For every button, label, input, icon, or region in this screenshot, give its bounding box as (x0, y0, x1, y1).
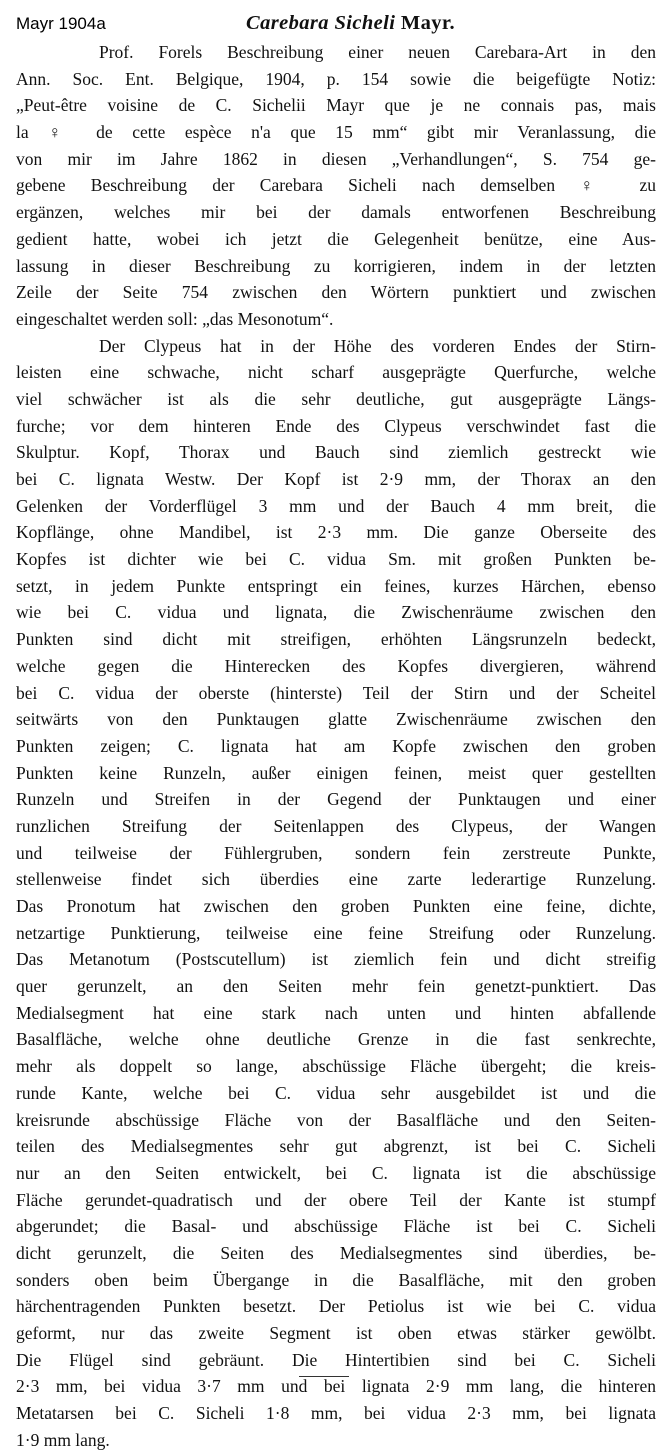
citation-label: Mayr 1904a (16, 14, 106, 33)
text-line: bei C. vidua der oberste (hinterste) Teil der Stirn und der Scheitel (16, 682, 656, 703)
text-line: Kopflänge, ohne Mandibel, ist 2·3 mm. Die ganze Oberseite des (16, 522, 656, 543)
text-line: 2·3 mm, bei vidua 3·7 mm und bei lignata 2·9 mm lang, die hinteren (16, 1376, 656, 1397)
text-line: von mir im Jahre 1862 in diesen „Verhandlungen“, S. 754 ge- (16, 148, 656, 169)
text-line: Punkten zeigen; C. lignata hat am Kopfe zwischen den groben (16, 735, 656, 756)
text-line: runde Kante, welche bei C. vidua sehr ausgebildet ist und die (16, 1082, 656, 1103)
author-name: Mayr. (400, 12, 456, 34)
text-line: Basalfläche, welche ohne deutliche Grenze in die fast senkrechte, (16, 1029, 656, 1050)
text-line: nur an den Seiten entwickelt, bei C. lignata ist die abschüssige (16, 1162, 656, 1183)
text-line: teilen des Medialsegmentes sehr gut abgrenzt, ist bei C. Sicheli (16, 1136, 656, 1157)
text-line: Punkten keine Runzeln, außer einigen feinen, meist quer gestellten (16, 762, 656, 783)
text-line: mehr als doppelt so lange, abschüssige Fläche übergeht; die kreis- (16, 1056, 656, 1077)
text-line: Gelenken der Vorderflügel 3 mm und der Bauch 4 mm breit, die (16, 495, 656, 516)
text-line: Ann. Soc. Ent. Belgique, 1904, p. 154 sowie die beigefügte Notiz: (16, 68, 656, 89)
text-line: Die Flügel sind gebräunt. Die Hintertibien sind bei C. Sicheli (16, 1349, 656, 1370)
text-line: la ♀ de cette espèce n'a que 15 mm“ gibt mir Veranlassung, die (16, 122, 656, 143)
text-line: und teilweise der Fühlergruben, sondern fein zerstreute Punkte, (16, 842, 656, 863)
text-line: abgerundet; die Basal- und abschüssige Fläche ist bei C. Sicheli (16, 1216, 656, 1237)
text-line: netzartige Punktierung, teilweise eine feine Streifung oder Runzelung. (16, 922, 656, 943)
text-line: seitwärts von den Punktaugen glatte Zwischenräume zwischen den (16, 709, 656, 730)
text-line: gedient hatte, wobei ich jetzt die Gelegenheit benütze, eine Aus- (16, 228, 656, 249)
text-line: ergänzen, welches mir bei der damals entworfenen Beschreibung (16, 202, 656, 223)
text-line: Prof. Forels Beschreibung einer neuen Carebara-Art in den (99, 42, 656, 62)
text-line: Runzeln und Streifen in der Gegend der Punktaugen und einer (16, 789, 656, 810)
text-line: lassung in dieser Beschreibung zu korrigieren, indem in der letzten (16, 255, 656, 276)
text-line: Zeile der Seite 754 zwischen den Wörtern punktiert und zwischen (16, 282, 656, 303)
text-line: bei C. lignata Westw. Der Kopf ist 2·9 mm, der Thorax an den (16, 469, 656, 489)
text-line: härchentragenden Punkten besetzt. Der Petiolus ist wie bei C. vidua (16, 1296, 656, 1317)
text-line: Punkten sind dicht mit streifigen, erhöhten Längsrunzeln bedeckt, (16, 629, 656, 650)
text-line: sonders oben beim Übergange in die Basalfläche, mit den groben (16, 1269, 656, 1290)
text-line: runzlichen Streifung der Seitenlappen des Clypeus, der Wangen (16, 815, 656, 836)
text-line: 1·9 mm lang. (16, 1429, 110, 1450)
text-line: viel schwächer ist als die sehr deutliche, gut ausgeprägte Längs- (16, 388, 656, 409)
text-line: stellenweise findet sich überdies eine zarte lederartige Runzelung. (16, 869, 656, 890)
text-line: welche gegen die Hinterecken des Kopfes divergieren, während (16, 655, 656, 676)
text-line: dicht gerunzelt, die Seiten des Medialsegmentes sind überdies, be- (16, 1242, 656, 1263)
text-line: geformt, nur das zweite Segment ist oben etwas stärker gewölbt. (16, 1323, 656, 1343)
text-line: Skulptur. Kopf, Thorax und Bauch sind ziemlich gestreckt wie (16, 442, 656, 463)
text-line: Das Pronotum hat zwischen den groben Punkten eine feine, dichte, (16, 896, 656, 916)
text-line: furche; vor dem hinteren Ende des Clypeus verschwindet fast die (16, 415, 656, 436)
text-line: Medialsegment hat eine stark nach unten und hinten abfallende (16, 1002, 656, 1023)
text-line: Fläche gerundet-quadratisch und der obere Teil der Kante ist stumpf (16, 1189, 656, 1210)
text-line: Der Clypeus hat in der Höhe des vorderen Endes der Stirn- (99, 335, 656, 356)
text-line: wie bei C. vidua und lignata, die Zwischenräume zwischen den (16, 602, 656, 623)
text-line: eingeschaltet werden soll: „das Mesonotum“. (16, 308, 334, 329)
text-line: Metatarsen bei C. Sicheli 1·8 mm, bei vidua 2·3 mm, bei lignata (16, 1403, 656, 1424)
text-line: „Peut-être voisine de C. Sichelii Mayr que je ne connais pas, mais (16, 95, 656, 116)
end-rule (299, 1376, 349, 1377)
text-line: Kopfes ist dichter wie bei C. vidua Sm. mit großen Punkten be- (16, 549, 656, 570)
article-body (16, 39, 656, 1453)
text-line: kreisrunde abschüssige Fläche von der Basalfläche und den Seiten- (16, 1109, 656, 1130)
text-line: gebene Beschreibung der Carebara Sicheli nach demselben ♀ zu (16, 175, 656, 196)
text-line: leisten eine schwache, nicht scharf ausgeprägte Querfurche, welche (16, 362, 656, 383)
species-name: Carebara Sicheli (246, 12, 396, 34)
text-line: setzt, in jedem Punkte entspringt ein feines, kurzes Härchen, ebenso (16, 575, 656, 596)
text-line: quer gerunzelt, an den Seiten mehr fein genetzt-punktiert. Das (16, 976, 656, 997)
text-line: Das Metanotum (Postscutellum) ist ziemlich fein und dicht streifig (16, 949, 656, 970)
article-title (246, 12, 455, 35)
